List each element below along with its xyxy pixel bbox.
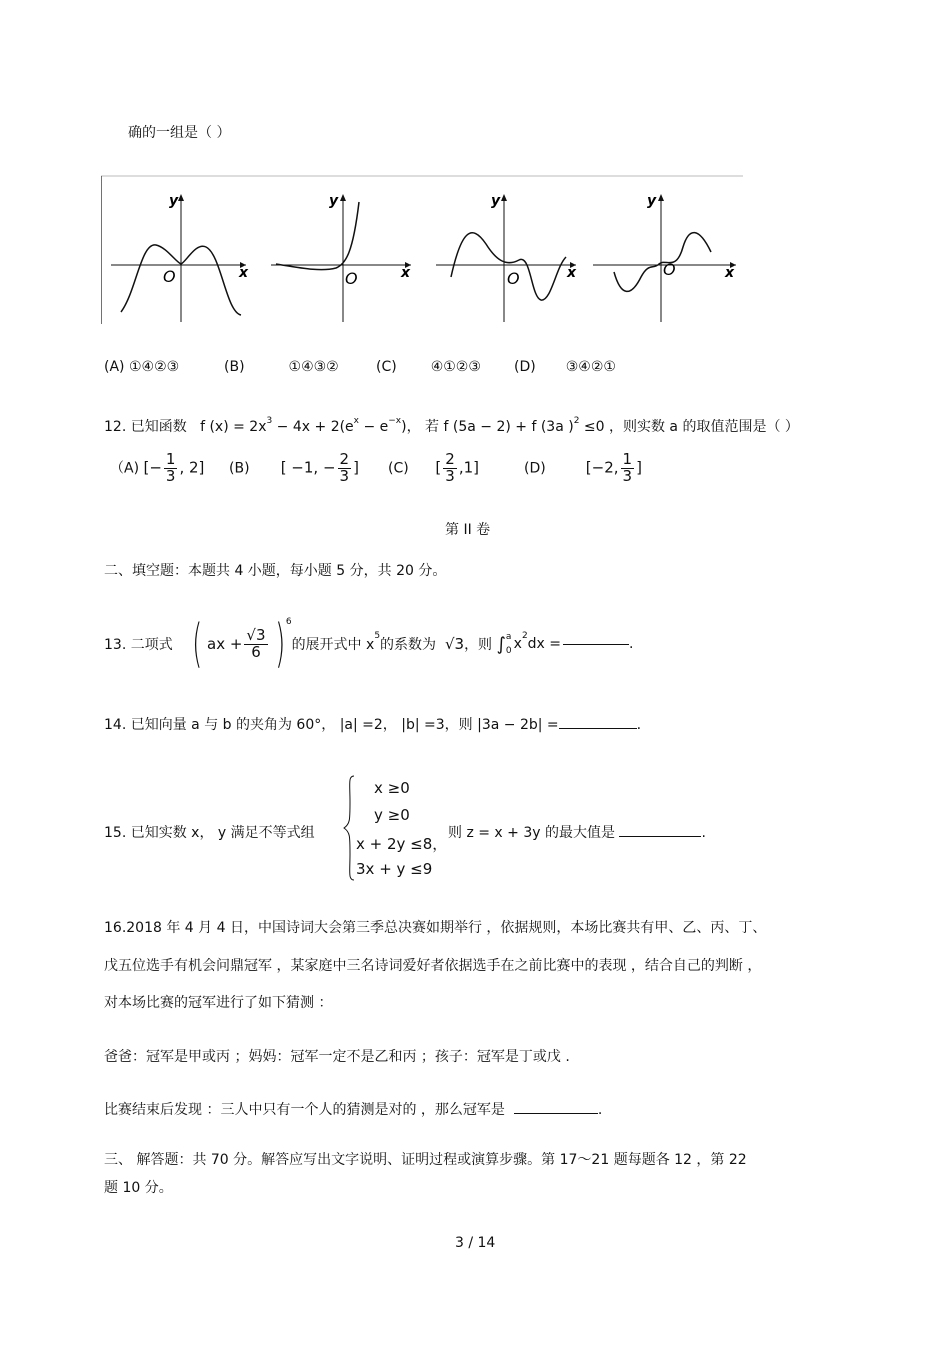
graph-3 [436, 193, 577, 322]
q16-line-5: 比赛结束后发现 ：三人中只有一个人的猜测是对的 ，那么冠军是 . [104, 1102, 603, 1118]
q12-option-c: (C) [ $\frac{2}{3}$ ,1] [388, 450, 479, 485]
graph1-x-label: x [239, 265, 249, 281]
function-graphs-figure [101, 172, 743, 328]
graph-1 [111, 193, 249, 322]
q12-option-a: （A) [− $\frac{1}{3}$ , 2] [110, 450, 205, 485]
q11-option-a: (A) ①④②③ [104, 359, 180, 375]
q15-line-3: x + 2y ≤8， [356, 835, 448, 853]
graph1-y-label: y [169, 193, 179, 209]
q15-line-2: y ≥0 [374, 806, 410, 824]
q12-option-b: (B) [ −1, − $\frac{2}{3}$ ] [229, 450, 359, 485]
q15-suffix: 则 z = x + 3y 的最大值是 . [448, 825, 706, 841]
q16-line-1: 16.2018 年 4 月 4 日，中国诗词大会第三季总决赛如期举行 ，依据规则，本场比赛共有甲、乙、丙、丁、 [104, 920, 767, 936]
section-title: 第 II 卷 [445, 522, 491, 538]
graph3-x-label: x [567, 265, 577, 281]
q15-line-1: x ≥0 [374, 779, 410, 797]
q14: 14. 已知向量 a 与 b 的夹角为 60°， |a| =2， |b| =3，则 |3a − 2b| = . [104, 717, 642, 733]
graph2-origin: O [345, 269, 358, 288]
part2-heading: 二、填空题：本题共 4 小题，每小题 5 分，共 20 分。 [104, 563, 447, 579]
graph-2 [271, 193, 411, 322]
graph4-y-label: y [647, 193, 657, 209]
page-number: 3 / 14 [455, 1235, 496, 1251]
q16-line-4: 爸爸：冠军是甲或丙 ；妈妈：冠军一定不是乙和丙 ；孩子：冠军是丁或戊 . [104, 1049, 570, 1065]
q11-option-d: (D) ③④②① [514, 359, 616, 375]
q11-option-c: (C) ④①②③ [376, 359, 481, 375]
graph1-origin: O [163, 267, 176, 286]
q11-stem: 确的一组是（ ） [128, 125, 231, 141]
q15-prefix: 15. 已知实数 x， y 满足不等式组 [104, 825, 315, 841]
graph4-origin: O [663, 260, 676, 279]
graph3-y-label: y [491, 193, 501, 209]
graph2-y-label: y [329, 193, 339, 209]
graph2-x-label: x [401, 265, 411, 281]
q11-option-b: (B) ①④③② [224, 359, 339, 375]
q12-stem: 12. 已知函数 f $(x) = 2x^3 - 4x + 2(e^x - e^{-x})$， 若 f (5a − 2) + f (3a )$^2$ ≤0 ，则实数 a 的取值范围是（ ） [104, 416, 799, 435]
graph-4 [593, 193, 736, 322]
q12-option-d: (D) [−2, $\frac{1}{3}$ ] [524, 450, 642, 485]
graph4-x-label: x [725, 265, 735, 281]
q16-line-2: 戊五位选手有机会问鼎冠军 ，某家庭中三名诗词爱好者依据选手在之前比赛中的表现 ，结合自己的判断 ， [104, 958, 762, 974]
q15-brace [342, 774, 356, 882]
graph3-origin: O [507, 269, 520, 288]
part3-line-1: 三、 解答题：共 70 分。解答应写出文字说明、证明过程或演算步骤。第 17～21 题每题各 12 ，第 22 [104, 1152, 747, 1168]
q16-line-3: 对本场比赛的冠军进行了如下猜测 ： [104, 995, 333, 1011]
q15-line-4: 3x + y ≤9 [356, 860, 433, 878]
part3-line-2: 题 10 分。 [104, 1180, 173, 1196]
q13: 13. 二项式 ( ax + $\frac{√3}{6}$ ) 6 的展开式中 x 5 的系数为 √3 ，则 ∫ a 0 x 2 dx = . [104, 614, 634, 674]
